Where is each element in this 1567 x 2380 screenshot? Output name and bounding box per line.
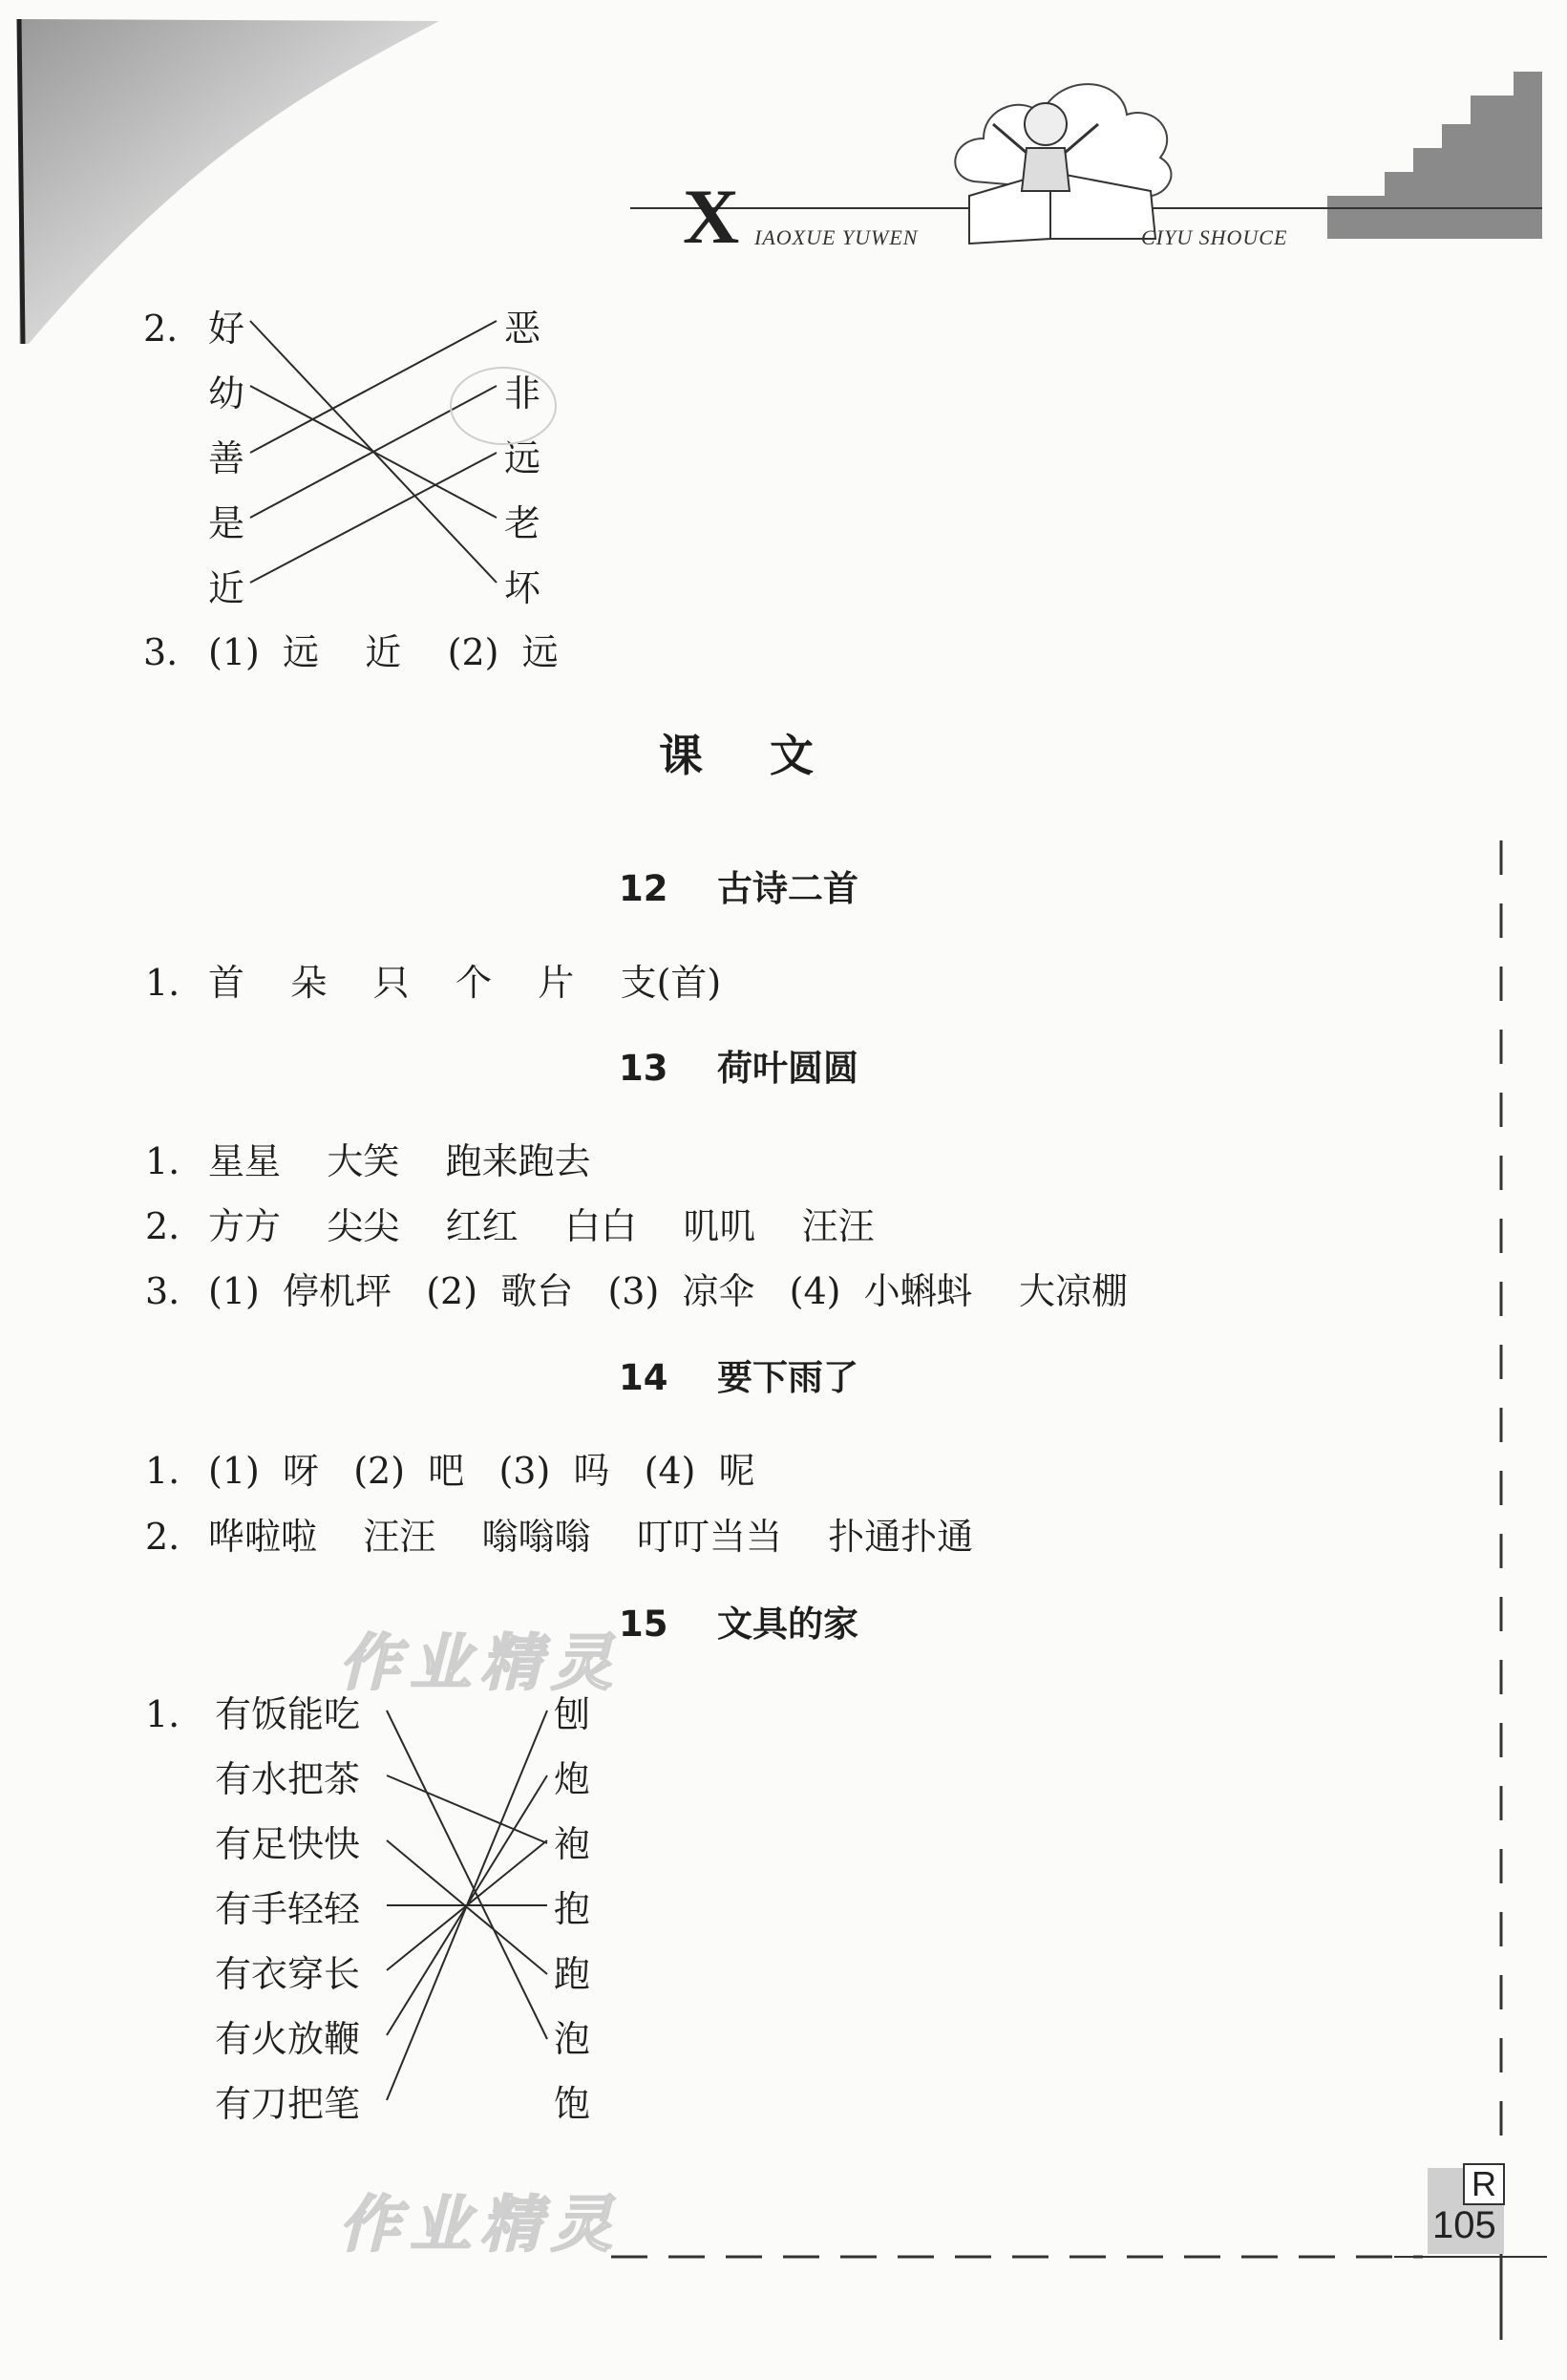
- q2-left-item: 幼: [208, 372, 245, 414]
- q2-right-item: 恶: [504, 308, 541, 350]
- q15-right-item: 炮: [554, 1758, 591, 1800]
- answer-number: 2.: [145, 1516, 180, 1558]
- lesson-heading: 12 古诗二首: [619, 868, 859, 909]
- q2-left-item: 好: [208, 308, 245, 350]
- answer-number: 1.: [145, 1450, 180, 1492]
- q15-left-item: 有手轻轻: [215, 1888, 361, 1930]
- answer-text: (1) 呀 (2) 吧 (3) 吗 (4) 呢: [208, 1450, 755, 1492]
- answer-text: 方方 尖尖 红红 白白 叽叽 汪汪: [208, 1205, 875, 1247]
- q15-right-item: 袍: [554, 1823, 591, 1865]
- answer-number: 2.: [145, 1205, 180, 1247]
- q15-right-item: 泡: [554, 2018, 591, 2060]
- lesson-heading: 15 文具的家: [619, 1604, 859, 1645]
- q15-left-item: 有足快快: [215, 1823, 361, 1865]
- q15-left-item: 有火放鞭: [215, 2018, 361, 2060]
- q2-right-item: 远: [504, 437, 541, 479]
- answer-number: 1.: [145, 962, 180, 1004]
- page-number: 105: [1432, 2204, 1496, 2246]
- header-right-text: CIYU SHOUCE: [1141, 225, 1288, 249]
- header-left-text: IAOXUE YUWEN: [754, 225, 919, 249]
- q2-right-item: 坏: [504, 567, 541, 609]
- q2-left-item: 善: [208, 437, 245, 479]
- section-title: 课文: [659, 730, 880, 781]
- lesson-heading: 14 要下雨了: [619, 1357, 859, 1398]
- q15-left-item: 有衣穿长: [215, 1953, 361, 1995]
- header-logo-letter: X: [683, 173, 740, 260]
- watermark: 作业精灵: [339, 2190, 622, 2261]
- q2-number: 2.: [143, 308, 179, 350]
- q15-right-item: 跑: [554, 1953, 591, 1995]
- lesson-heading: 13 荷叶圆圆: [619, 1048, 859, 1089]
- q3-answer: (1) 远 近 (2) 远: [208, 631, 559, 673]
- q2-left-item: 是: [208, 502, 245, 544]
- q2-left-item: 近: [208, 567, 245, 609]
- answer-text: 星星 大笑 跑来跑去: [208, 1140, 591, 1182]
- q15-left-item: 有饭能吃: [215, 1693, 361, 1735]
- q15-number: 1.: [145, 1693, 180, 1735]
- q15-left-item: 有水把茶: [215, 1758, 361, 1800]
- answer-text: (1) 停机坪 (2) 歌台 (3) 凉伞 (4) 小蝌蚪 大凉棚: [208, 1270, 1128, 1312]
- answer-number: 1.: [145, 1140, 180, 1182]
- answer-number: 3.: [145, 1270, 180, 1312]
- q2-right-item: 老: [504, 502, 541, 544]
- q15-right-item: 饱: [554, 2083, 591, 2125]
- q15-right-item: 抱: [554, 1888, 591, 1930]
- q3-number: 3.: [143, 631, 179, 673]
- q15-left-item: 有刀把笔: [215, 2083, 361, 2125]
- answer-text: 哗啦啦 汪汪 嗡嗡嗡 叮叮当当 扑通扑通: [208, 1516, 974, 1558]
- q2-right-item: 非: [504, 372, 541, 414]
- answer-text: 首 朵 只 个 片 支(首): [208, 962, 722, 1004]
- q15-right-item: 刨: [554, 1693, 591, 1735]
- watermark: 作业精灵: [339, 1628, 622, 1699]
- page-badge: R: [1463, 2163, 1505, 2205]
